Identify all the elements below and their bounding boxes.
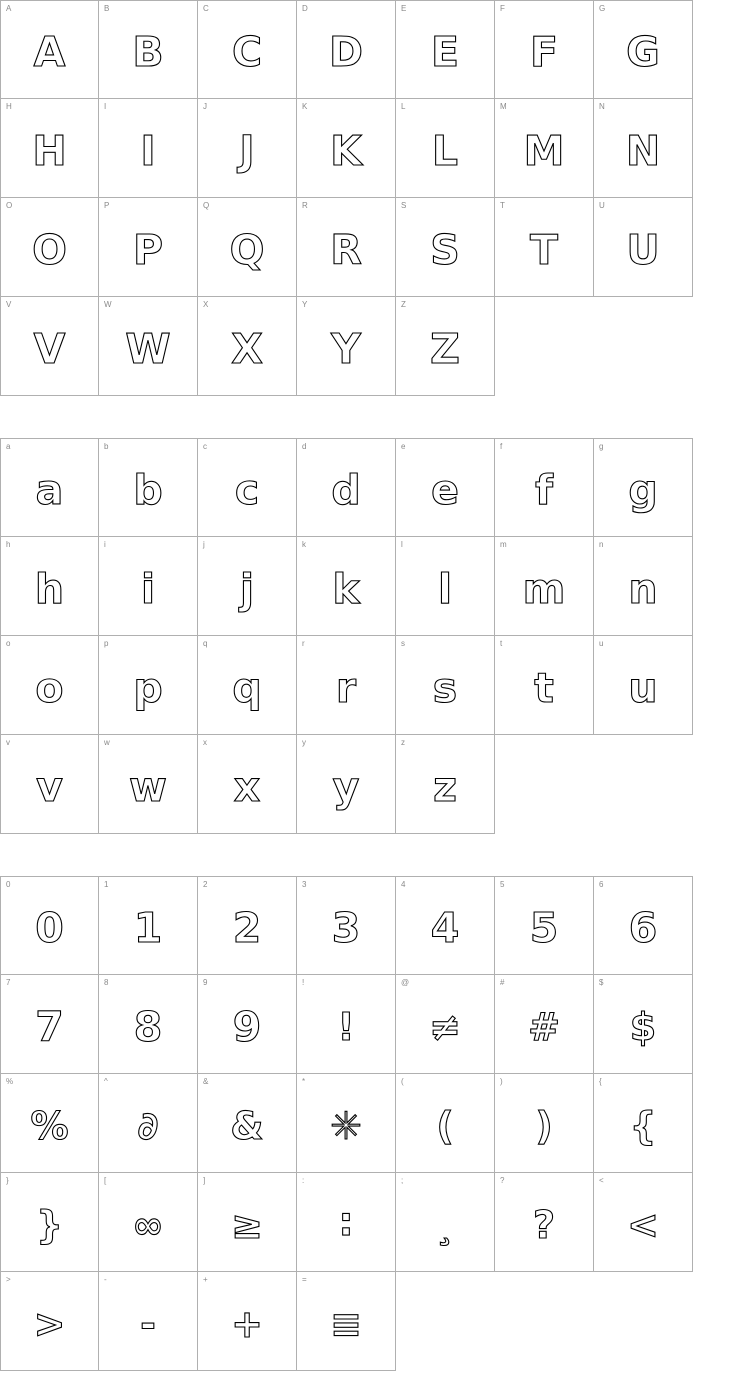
glyph-cell-label: Q (203, 201, 210, 210)
glyph-cell-label: e (401, 442, 406, 451)
glyph-character: e (431, 466, 459, 514)
glyph-character: Q (229, 225, 265, 274)
glyph-cell-label: o (6, 639, 11, 648)
glyph-character: r (335, 663, 357, 712)
glyph-cell-label: ) (500, 1077, 503, 1086)
glyph-cell-label: @ (401, 978, 410, 987)
glyph-cell-label: ; (401, 1176, 404, 1185)
glyph-character: x (233, 762, 261, 811)
glyph-cell-label: F (500, 4, 505, 13)
glyph-character: ≠ (429, 1005, 461, 1049)
glyph-cell[interactable] (99, 438, 198, 537)
glyph-character: a (35, 466, 64, 514)
glyph-cell-label: s (401, 639, 405, 648)
glyph-cell[interactable] (396, 1074, 495, 1173)
glyph-cell[interactable] (198, 1272, 297, 1371)
glyph-cell-label: 2 (203, 880, 208, 889)
glyph-character: < (627, 1203, 659, 1247)
glyph-character: d (331, 466, 361, 514)
glyph-cell[interactable] (594, 0, 693, 99)
glyph-cell[interactable] (0, 1074, 99, 1173)
glyph-cell[interactable] (198, 438, 297, 537)
glyph-cell-label: j (203, 540, 205, 549)
glyph-cell[interactable] (297, 537, 396, 636)
glyph-cell-label: J (203, 102, 207, 111)
glyph-row (0, 537, 740, 636)
glyph-cell-label: U (599, 201, 605, 210)
glyph-character: 1 (133, 904, 163, 952)
glyph-character: 9 (232, 1002, 262, 1051)
glyph-character: V (33, 324, 66, 373)
glyph-cell-label: 1 (104, 880, 109, 889)
glyph-cell-label: M (500, 102, 507, 111)
block-gap (0, 396, 740, 438)
glyph-cell-label: C (203, 4, 209, 13)
glyph-row (0, 876, 740, 975)
glyph-row (0, 735, 740, 834)
glyph-character: D (328, 28, 364, 76)
glyph-character: N (625, 126, 661, 175)
glyph-cell-label: G (599, 4, 606, 13)
glyph-cell-label: c (203, 442, 207, 451)
glyph-cell[interactable] (594, 975, 693, 1074)
glyph-character: k (332, 564, 360, 613)
glyph-row (0, 975, 740, 1074)
glyph-row (0, 636, 740, 735)
glyph-character: ✳ (330, 1104, 362, 1148)
glyph-cell-label: 3 (302, 880, 307, 889)
glyph-character: z (433, 762, 457, 811)
glyph-character: ∶ (340, 1203, 352, 1247)
glyph-cell[interactable] (297, 438, 396, 537)
glyph-cell[interactable] (99, 297, 198, 396)
glyph-cell[interactable] (0, 636, 99, 735)
glyph-cell-label: $ (599, 978, 604, 987)
glyph-character: n (628, 564, 658, 613)
glyph-character: t (534, 663, 554, 712)
glyph-cell-label: & (203, 1077, 209, 1086)
glyph-character: Z (430, 324, 460, 373)
glyph-cell[interactable] (297, 876, 396, 975)
glyph-cell-label: T (500, 201, 505, 210)
glyph-character: p (133, 663, 163, 712)
glyph-cell[interactable] (198, 1173, 297, 1272)
glyph-cell[interactable] (495, 99, 594, 198)
glyph-character: ) (535, 1104, 553, 1148)
glyph-cell[interactable] (495, 1173, 594, 1272)
glyph-character: l (437, 564, 453, 613)
glyph-character: + (231, 1302, 263, 1346)
glyph-cell-label: - (104, 1275, 107, 1284)
glyph-cell[interactable] (297, 1074, 396, 1173)
glyph-character: 3 (331, 904, 361, 952)
glyph-cell[interactable] (297, 735, 396, 834)
glyph-character: 4 (430, 904, 460, 952)
glyph-cell-label: ^ (104, 1077, 108, 1086)
glyph-cell[interactable] (396, 198, 495, 297)
glyph-cell-label: S (401, 201, 407, 210)
glyph-character: 8 (133, 1002, 163, 1051)
glyph-character: g (628, 466, 658, 514)
glyph-character: C (231, 28, 263, 76)
glyph-row (0, 1074, 740, 1173)
glyph-character: 2 (232, 904, 262, 952)
glyph-cell[interactable] (198, 636, 297, 735)
glyph-character: y (332, 762, 360, 811)
glyph-cell[interactable] (198, 1074, 297, 1173)
glyph-cell[interactable] (99, 1173, 198, 1272)
glyph-character: w (129, 762, 167, 811)
glyph-cell[interactable] (0, 1173, 99, 1272)
glyph-cell[interactable] (297, 297, 396, 396)
glyph-character: Y (331, 324, 361, 373)
glyph-character: ≥ (231, 1203, 263, 1247)
glyph-cell[interactable] (99, 636, 198, 735)
glyph-block-lowercase (0, 438, 740, 834)
glyph-cell-label: * (302, 1077, 306, 1086)
glyph-row (0, 438, 740, 537)
glyph-cell[interactable] (594, 198, 693, 297)
glyph-character: i (140, 564, 156, 613)
glyph-cell[interactable] (99, 0, 198, 99)
glyph-cell[interactable] (396, 99, 495, 198)
glyph-row (0, 297, 740, 396)
glyph-cell[interactable] (396, 876, 495, 975)
glyph-cell-label: W (104, 300, 112, 309)
glyph-cell-label: f (500, 442, 503, 451)
glyph-cell[interactable] (0, 0, 99, 99)
glyph-cell[interactable] (0, 198, 99, 297)
glyph-cell[interactable] (0, 537, 99, 636)
glyph-character: m (522, 564, 566, 613)
glyph-cell-label: ? (500, 1176, 505, 1185)
glyph-character: S (430, 225, 460, 274)
glyph-cell-label: V (6, 300, 12, 309)
glyph-character: ? (532, 1203, 556, 1247)
glyph-cell[interactable] (198, 735, 297, 834)
glyph-cell[interactable] (594, 1074, 693, 1173)
glyph-cell-label: } (6, 1176, 9, 1185)
glyph-character: ∂ (137, 1104, 159, 1148)
glyph-cell[interactable] (99, 876, 198, 975)
glyph-cell[interactable] (495, 1074, 594, 1173)
glyph-cell[interactable] (198, 297, 297, 396)
glyph-character: F (529, 28, 558, 76)
glyph-cell-label: + (203, 1275, 208, 1284)
glyph-character: T (530, 225, 558, 274)
glyph-cell[interactable] (594, 537, 693, 636)
glyph-character: J (239, 126, 255, 175)
glyph-cell[interactable] (0, 99, 99, 198)
glyph-cell[interactable] (198, 537, 297, 636)
glyph-cell[interactable] (594, 876, 693, 975)
glyph-cell[interactable] (495, 636, 594, 735)
glyph-character: 5 (529, 904, 559, 952)
glyph-cell-label: 8 (104, 978, 109, 987)
glyph-character: j (239, 564, 255, 613)
glyph-cell[interactable] (594, 438, 693, 537)
glyph-cell-label: E (401, 4, 407, 13)
glyph-cell[interactable] (0, 297, 99, 396)
glyph-cell[interactable] (396, 438, 495, 537)
glyph-cell[interactable] (495, 537, 594, 636)
glyph-character: L (431, 126, 459, 175)
glyph-character: - (140, 1302, 156, 1346)
glyph-cell[interactable] (396, 636, 495, 735)
glyph-cell[interactable] (0, 975, 99, 1074)
glyph-character: R (330, 225, 362, 274)
glyph-cell-label: B (104, 4, 110, 13)
glyph-cell[interactable] (297, 0, 396, 99)
glyph-cell-label: y (302, 738, 306, 747)
glyph-cell-label: I (104, 102, 107, 111)
glyph-cell[interactable] (396, 1173, 495, 1272)
glyph-character: H (32, 126, 67, 175)
glyph-cell-label: k (302, 540, 306, 549)
glyph-block-uppercase (0, 0, 740, 396)
glyph-cell-label: x (203, 738, 207, 747)
glyph-character: ( (436, 1104, 454, 1148)
glyph-cell-label: O (6, 201, 13, 210)
glyph-cell[interactable] (0, 735, 99, 834)
glyph-cell[interactable] (297, 1173, 396, 1272)
glyph-cell-label: m (500, 540, 507, 549)
glyph-cell-label: 5 (500, 880, 505, 889)
glyph-character: 7 (35, 1002, 64, 1051)
glyph-cell[interactable] (297, 636, 396, 735)
glyph-character: 0 (35, 904, 64, 952)
glyph-character: > (33, 1302, 66, 1346)
glyph-character: u (628, 663, 658, 712)
glyph-character: b (133, 466, 163, 514)
glyph-character: X (231, 324, 263, 373)
glyph-character: % (30, 1104, 69, 1148)
glyph-cell-label: { (599, 1077, 602, 1086)
glyph-character: O (32, 225, 67, 274)
glyph-cell-label: t (500, 639, 503, 648)
glyph-row (0, 198, 740, 297)
glyph-cell-label: ! (302, 978, 305, 987)
glyph-cell-label: > (6, 1275, 11, 1284)
glyph-cell[interactable] (297, 198, 396, 297)
glyph-character: $ (629, 1005, 657, 1049)
glyph-cell-label: N (599, 102, 605, 111)
glyph-character: ¸ (435, 1203, 455, 1247)
glyph-row (0, 1272, 740, 1371)
glyph-cell[interactable] (396, 0, 495, 99)
glyph-cell-label: < (599, 1176, 604, 1185)
glyph-row (0, 1173, 740, 1272)
glyph-character: M (523, 126, 565, 175)
glyph-cell[interactable] (99, 537, 198, 636)
glyph-cell[interactable] (99, 198, 198, 297)
glyph-character: B (132, 28, 164, 76)
glyph-character: ∞ (132, 1203, 164, 1247)
glyph-character: G (626, 28, 660, 76)
glyph-cell-label: % (6, 1077, 14, 1086)
glyph-character: P (132, 225, 164, 274)
glyph-block-digits-and-symbols (0, 876, 740, 1371)
glyph-cell-label: # (500, 978, 505, 987)
glyph-character: v (36, 762, 63, 811)
glyph-cell-label: L (401, 102, 406, 111)
glyph-cell-label: A (6, 4, 12, 13)
glyph-cell[interactable] (297, 1272, 396, 1371)
glyph-character: o (35, 663, 64, 712)
glyph-character: # (528, 1005, 560, 1049)
glyph-cell-label: q (203, 639, 208, 648)
glyph-cell-label: 6 (599, 880, 604, 889)
glyph-character: A (33, 28, 66, 76)
glyph-character: ≡ (330, 1302, 362, 1346)
glyph-cell-label: 9 (203, 978, 208, 987)
glyph-cell-label: P (104, 201, 110, 210)
glyph-cell-label: [ (104, 1176, 107, 1185)
glyph-cell-label: ] (203, 1176, 206, 1185)
glyph-cell[interactable] (99, 975, 198, 1074)
glyph-cell[interactable] (198, 99, 297, 198)
glyph-cell-label: d (302, 442, 307, 451)
glyph-cell[interactable] (99, 735, 198, 834)
glyph-cell-label: l (401, 540, 403, 549)
glyph-cell[interactable] (0, 876, 99, 975)
glyph-cell-label: R (302, 201, 308, 210)
glyph-cell[interactable] (495, 0, 594, 99)
glyph-character: { (629, 1104, 657, 1148)
glyph-cell-label: a (6, 442, 11, 451)
block-gap (0, 834, 740, 876)
glyph-character: q (232, 663, 262, 712)
glyph-cell-label: = (302, 1275, 307, 1284)
glyph-character: } (35, 1203, 64, 1247)
glyph-cell-label: z (401, 738, 405, 747)
glyph-cell[interactable] (495, 198, 594, 297)
glyph-cell[interactable] (198, 0, 297, 99)
glyph-cell[interactable] (198, 975, 297, 1074)
glyph-cell[interactable] (198, 198, 297, 297)
glyph-cell-label: 7 (6, 978, 11, 987)
glyph-cell-label: H (6, 102, 12, 111)
glyph-cell-label: 0 (6, 880, 11, 889)
glyph-cell-label: w (104, 738, 110, 747)
glyph-cell[interactable] (495, 876, 594, 975)
glyph-cell[interactable] (99, 1074, 198, 1173)
glyph-cell[interactable] (495, 975, 594, 1074)
glyph-cell-label: u (599, 639, 604, 648)
glyph-row (0, 0, 740, 99)
glyph-cell[interactable] (495, 438, 594, 537)
glyph-cell[interactable] (396, 975, 495, 1074)
glyph-cell-label: 4 (401, 880, 406, 889)
glyph-character: f (535, 466, 553, 514)
glyph-character: c (234, 466, 260, 514)
glyph-cell-label: n (599, 540, 604, 549)
glyph-character: U (626, 225, 660, 274)
glyph-character: E (430, 28, 459, 76)
glyph-cell-label: v (6, 738, 10, 747)
glyph-cell[interactable] (297, 99, 396, 198)
glyph-cell-label: K (302, 102, 308, 111)
glyph-cell[interactable] (594, 1173, 693, 1272)
glyph-cell[interactable] (0, 1272, 99, 1371)
glyph-cell-label: Z (401, 300, 406, 309)
glyph-cell-label: X (203, 300, 209, 309)
glyph-cell[interactable] (594, 99, 693, 198)
glyph-cell-label: ( (401, 1077, 404, 1086)
glyph-cell[interactable] (198, 876, 297, 975)
glyph-character: s (432, 663, 458, 712)
glyph-cell[interactable] (0, 438, 99, 537)
glyph-cell-label: Y (302, 300, 308, 309)
glyph-character: K (330, 126, 362, 175)
glyph-cell[interactable] (594, 636, 693, 735)
glyph-row (0, 99, 740, 198)
glyph-cell[interactable] (99, 1272, 198, 1371)
glyph-cell[interactable] (396, 537, 495, 636)
glyph-character: 6 (628, 904, 658, 952)
glyph-cell[interactable] (297, 975, 396, 1074)
glyph-cell-label: h (6, 540, 11, 549)
glyph-cell[interactable] (396, 735, 495, 834)
glyph-cell-label: r (302, 639, 305, 648)
glyph-cell[interactable] (396, 297, 495, 396)
glyph-cell-label: p (104, 639, 109, 648)
glyph-cell-label: i (104, 540, 106, 549)
glyph-character: h (34, 564, 65, 613)
glyph-character: ! (337, 1005, 355, 1049)
glyph-cell-label: D (302, 4, 308, 13)
glyph-character: W (125, 324, 171, 373)
glyph-character: & (230, 1104, 264, 1148)
glyph-cell-label: b (104, 442, 109, 451)
glyph-character: I (140, 126, 156, 175)
glyph-cell-label: : (302, 1176, 305, 1185)
glyph-cell[interactable] (99, 99, 198, 198)
glyph-cell-label: g (599, 442, 604, 451)
